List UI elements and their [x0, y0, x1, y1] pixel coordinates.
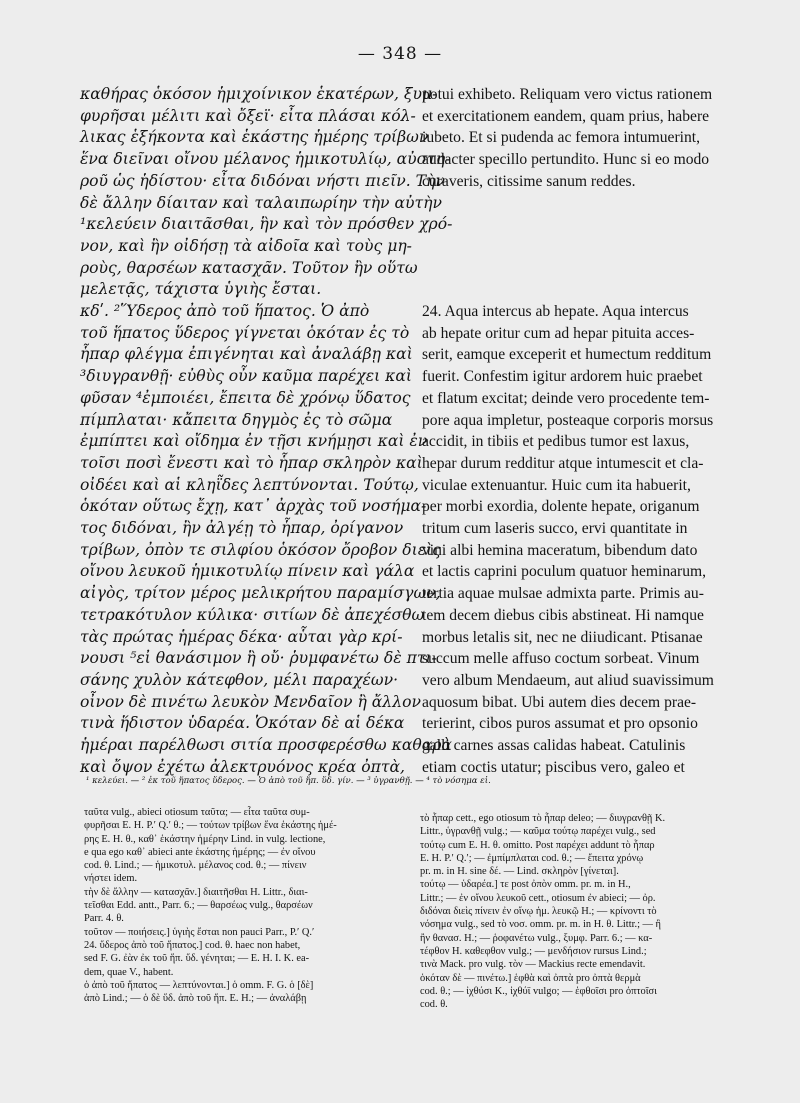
latin-line: [422, 193, 744, 215]
apparatus-line: ταῦτα vulg., abieci otiosum ταῦτα; — εἶτα ταῦτα συμ-: [84, 807, 310, 818]
latin-line: hepar durum redditur atque intumescit et cla-: [422, 454, 704, 472]
latin-line: potui exhibeto. Reliquam vero victus rationem: [422, 86, 713, 103]
latin-line: [422, 258, 744, 280]
latin-line: fuerit. Confestim igitur ardorem huic praebet: [422, 368, 703, 386]
greek-line: καὶ ὄψον ἐχέτω ἀλεκτρυόνος κρέα ὀπτὰ,: [80, 757, 405, 776]
apparatus-line: Parr. 4. θ.: [84, 913, 124, 925]
greek-line: ἧπαρ φλέγμα ἐπιγένηται καὶ ἀναλάβῃ καὶ: [80, 345, 413, 364]
latin-line: aquosum bibat. Ubi autem dies decem prae-: [422, 693, 697, 711]
greek-line: φῦσαν ⁴ἐμποιέει, ἔπειτα δὲ χρόνῳ ὕδατος: [80, 388, 411, 407]
apparatus-line: 24. ὕδερος ἀπὸ τοῦ ἥπατος.] cod. θ. haec non habet,: [84, 939, 301, 951]
latin-line: tertia aquae mulsae admixta parte. Primis au-: [422, 585, 704, 603]
apparatus-line: ὁκόταν δὲ — πινέτω.] ἑφθὰ καὶ ὀπτὰ pro ὀπτὰ θερμὰ: [420, 972, 641, 984]
critical-apparatus-left: [84, 806, 406, 1005]
latin-translation-column: [422, 84, 744, 779]
latin-line: et lactis caprini poculum quatuor heminarum,: [422, 563, 707, 581]
greek-line: ἡμέραι παρέλθωσι σιτία προσφερέσθω καθαρὰ: [80, 736, 452, 755]
apparatus-line: τούτῳ — ὑδαρέα.] τε post ὀπὸν omm. pr. m. in H.,: [420, 879, 631, 891]
latin-line: [422, 279, 744, 301]
apparatus-line: τὴν δὲ ἄλλην — κατασχᾶν.] διαιτῆσθαι H. Littr., διαι-: [84, 886, 308, 898]
page-number: — 348 —: [357, 44, 443, 64]
greek-line: τοῖσι ποσὶ ἔνεστι καὶ τὸ ἧπαρ σκληρὸν καὶ: [80, 453, 423, 472]
latin-line: et exercitationem eandem, quam prius, habere: [422, 107, 710, 125]
latin-line: iubeto. Et si pudenda ac femora intumuerint,: [422, 129, 701, 147]
greek-line: νον, καὶ ἢν οἰδήσῃ τὰ αἰδοῖα καὶ τοὺς μη-: [80, 236, 412, 255]
footnote-line: ¹ κελεύει. — ² ἐκ τοῦ ἥπατος ὕδερος. — Ὁ ἀπὸ τοῦ ἥπ. ὕδ. γίν. — ³ ὑγρανθῇ. — ⁴ τὸ νόσημα εἰ.: [86, 776, 491, 786]
greek-line: τινὰ ἥδιστον ὑδαρέα. Ὁκόταν δὲ αἱ δέκα: [80, 714, 405, 733]
greek-line: μελετᾷς, τάχιστα ὑγιὴς ἔσται.: [80, 280, 322, 299]
apparatus-line: νόσημα vulg., sed τὸ νοσ. omm. pr. m. in H. θ. Littr.; — ἢ: [420, 919, 661, 931]
latin-line: viculae extenuantur. Huic cum ita habuerit,: [422, 476, 691, 494]
greek-text-column: [80, 84, 453, 779]
latin-line: accidit, in tibiis et pedibus tumor est laxus,: [422, 433, 690, 451]
greek-line: τος διδόναι, ἢν ἀλγέῃ τὸ ἧπαρ, ὀρίγανον: [80, 519, 404, 538]
latin-line: terierint, cibos puros assumat et pro opsonio: [422, 715, 698, 733]
greek-line: οἴνου λευκοῦ ἡμικοτυλίῳ πίνειν καὶ γάλα: [80, 562, 415, 581]
apparatus-line: τούτῳ cum E. H. θ. omitto. Post παρέχει addunt τὸ ἧπαρ: [420, 839, 655, 851]
greek-line: οἶνον δὲ πινέτω λευκὸν Μενδαῖον ἢ ἄλλον: [80, 692, 421, 711]
latin-line: audacter specillo pertundito. Hunc si eo modo: [422, 151, 710, 169]
greek-line: ροὺς, θαρσέων κατασχᾶν. Τοῦτον ἢν οὕτω: [80, 258, 418, 277]
apparatus-line: νήστει idem.: [84, 873, 138, 885]
apparatus-line: τινὰ Mack. pro vulg. τὸν — Mackius recte emendavit.: [420, 959, 646, 971]
greek-line: σάνης χυλὸν κάτεφθον, μέλι παραχέων·: [80, 670, 399, 689]
greek-line: δὲ ἄλλην δίαιταν καὶ ταλαιπωρίην τὴν αὐτὴν: [80, 193, 442, 212]
apparatus-line: cod. θ. Lind.; — ἡμικοτυλ. μέλανος cod. θ.; — πίνειν: [84, 860, 307, 872]
latin-line: pore aqua impletur, posteaque corporis morsus: [422, 411, 714, 429]
latin-line: vero album Mendaeum, aut aliud suavissimum: [422, 671, 714, 689]
latin-line: galli carnes assas calidas habeat. Catulinis: [422, 737, 686, 755]
apparatus-line: τεῖσθαι Edd. antt., Parr. 6.; — θαρσέως vulg., θαρσέων: [84, 900, 313, 912]
latin-line: 24. Aqua intercus ab hepate. Aqua intercus: [422, 303, 689, 321]
apparatus-line: e qua ego καθ᾽ abieci ante ἑκάστης ἡμέρης; — ἐν οἴνου: [84, 846, 316, 858]
apparatus-line: Littr., ὑγρανθῇ vulg.; — καῦμα τούτῳ παρέχει vulg., sed: [420, 826, 656, 838]
greek-line: νουσι ⁵εἰ θανάσιμον ἢ οὔ· ῥυμφανέτω δὲ πτι-: [80, 649, 437, 668]
latin-line: serit, eamque exceperit et humectum redditum: [422, 346, 712, 364]
apparatus-line: pr. m. in H. sine δέ. — Lind. σκληρὸν [γίνεται].: [420, 866, 619, 878]
latin-line: etiam coctis utatur; piscibus vero, galeo et: [422, 758, 685, 776]
greek-line: ροῦ ὡς ἡδίστου· εἶτα διδόναι νήστι πιεῖν. Τὴν: [80, 171, 445, 190]
apparatus-line: φυρῆσαι E. H. P.ʹ Q.ʹ θ.; — τούτων τρίβων ἕνα ἑκάστης ἡμέ-: [84, 820, 337, 832]
apparatus-line: ρης E. H. θ., καθ᾽ ἑκάστην ἡμέρην Lind. in vulg. lectione,: [84, 833, 326, 845]
latin-line: vini albi hemina maceratum, bibendum dato: [422, 541, 698, 559]
greek-line: οἰδέει καὶ αἱ κληῗδες λεπτύνονται. Τούτῳ,: [80, 475, 419, 494]
latin-line: tritum cum laseris succo, ervi quantitate in: [422, 520, 688, 538]
apparatus-line: ἢν θανασ. H.; — ῥοφανέτω vulg., ξυμφ. Parr. 6.; — κα-: [420, 932, 653, 944]
critical-apparatus-right: [420, 812, 750, 1011]
apparatus-line: dem, quae V., habent.: [84, 966, 174, 978]
greek-line: καθήρας ὁκόσον ἡμιχοίνικον ἑκατέρων, ξυμ-: [80, 85, 438, 103]
apparatus-line: τοῦτον — ποιήσεις.] ὑγιὴς ἔσται non pauci Parr., P.ʹ Q.ʹ: [84, 926, 315, 938]
latin-line: et flatum excitat; deinde vero procedente tem-: [422, 389, 710, 407]
latin-line: succum melle affuso coctum sorbeat. Vinum: [422, 650, 700, 668]
latin-line: morbus letalis sit, nec ne diiudicant. Ptisanae: [422, 628, 703, 646]
latin-line: [422, 236, 744, 258]
apparatus-line: ὁ ἀπὸ τοῦ ἥπατος — λεπτύνονται.] ὁ omm. F. G. ὁ [δὲ]: [84, 979, 314, 991]
apparatus-line: cod. θ.: [420, 999, 448, 1011]
greek-line: πίμπλαται· κἄπειτα δηγμὸς ἐς τὸ σῶμα: [80, 410, 393, 429]
greek-line: τὰς πρώτας ἡμέρας δέκα· αὗται γὰρ κρί-: [80, 627, 403, 646]
apparatus-line: διδόναι διεὶς πίνειν ἐν οἴνῳ ἡμ. λευκῷ H.; — κρίνοντι τὸ: [420, 906, 657, 918]
apparatus-line: ἀπὸ Lind.; — ὁ δὲ ὕδ. ἀπὸ τοῦ ἥπ. E. H.; — ἀναλάβῃ: [84, 993, 307, 1005]
greek-line: ἕνα διεῖναι οἴνου μέλανος ἡμικοτυλίῳ, αὐστη-: [80, 150, 451, 169]
greek-line: τρίβων, ὀπὸν τε σιλφίου ὁκόσον ὄροβον διεὶς: [80, 540, 441, 559]
greek-line: ³διυγρανθῇ· εὐθὺς οὖν καῦμα παρέχει καὶ: [80, 367, 413, 386]
greek-line: κδʹ. ²Ὕδερος ἀπὸ τοῦ ἥπατος. Ὁ ἀπὸ: [80, 302, 370, 321]
apparatus-line: cod. θ.; — ἰχθύσι K., ἰχθύϊ vulgo; — ἑφθοῖσι pro ὀπτοῖσι: [420, 985, 657, 997]
latin-line: curaveris, citissime sanum reddes.: [422, 172, 636, 190]
greek-line: τοῦ ἥπατος ὕδερος γίγνεται ὁκόταν ἐς τὸ: [80, 323, 410, 342]
apparatus-line: E. H. P.ʹ Q.ʹ; — ἐμπίμπλαται cod. θ.; — ἔπειτα χρόνῳ: [420, 852, 644, 864]
latin-line: tem decem diebus cibis abstineat. Hi namque: [422, 606, 704, 624]
latin-line: per morbi exordia, dolente hepate, origanum: [422, 498, 700, 516]
apparatus-line: Littr.; — ἐν οἴνου λευκοῦ cett., otiosum ἐν abieci; — ὀρ.: [420, 892, 656, 904]
apparatus-line: sed F. G. ἐὰν ἐκ τοῦ ἥπ. ὕδ. γένηται; — E. H. I. K. ea-: [84, 953, 310, 965]
greek-line: λικας ἑξήκοντα καὶ ἑκάστης ἡμέρης τρίβων: [80, 128, 429, 147]
apparatus-line: τὸ ἧπαρ cett., ego otiosum τὸ ἧπαρ deleo; — διυγρανθῇ K.: [420, 813, 666, 824]
greek-line: ἐμπίπτει καὶ οἴδημα ἐν τῇσι κνήμῃσι καὶ ἐν: [80, 432, 428, 451]
apparatus-line: τέφθον H. καθεφθον vulg.; — μενδήσιον rursus Lind.;: [420, 945, 647, 957]
greek-line: ὁκόταν οὕτως ἔχῃ, κατ᾽ ἀρχὰς τοῦ νοσήμα-: [80, 497, 427, 516]
greek-line: τετρακότυλον κύλικα· σιτίων δὲ ἀπεχέσθω: [80, 605, 425, 624]
greek-line: ¹κελεύειν διαιτᾶσθαι, ἣν καὶ τὸν πρόσθεν χρό-: [80, 215, 453, 234]
greek-line: φυρῆσαι μέλιτι καὶ ὄξεϊ· εἶτα πλάσαι κόλ-: [80, 106, 416, 125]
latin-line: ab hepate oritur cum ad hepar pituita acces-: [422, 324, 695, 342]
latin-line: [422, 214, 744, 236]
greek-line: αἰγὸς, τρίτον μέρος μελικρήτου παραμίσγων,: [80, 584, 441, 603]
